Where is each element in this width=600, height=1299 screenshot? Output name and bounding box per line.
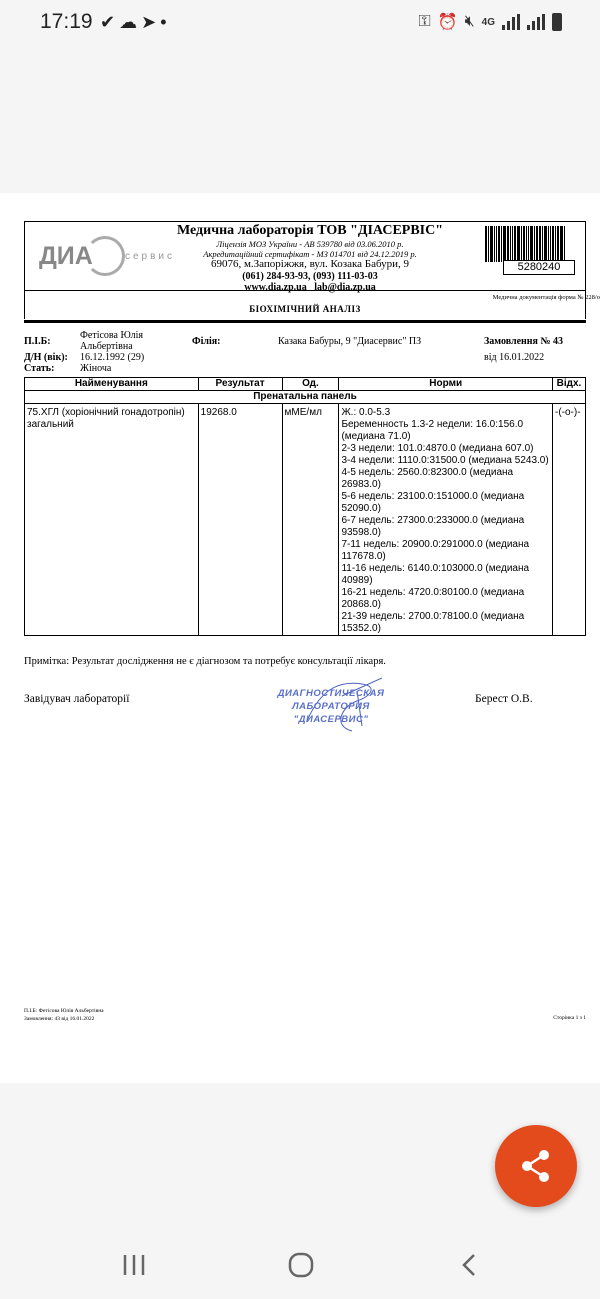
send-icon: ➤ bbox=[141, 12, 161, 32]
barcode-bar bbox=[521, 226, 522, 262]
norm-line: 4-5 недель: 2560.0:82300.0 (медиана 26983.0) bbox=[341, 467, 514, 490]
order-label: Замовлення № 43 bbox=[484, 336, 564, 347]
barcode-bar bbox=[544, 226, 547, 262]
alarm-icon: ⏰ bbox=[437, 14, 458, 31]
lab-phones: (061) 284-93-93, (093) 111-03-03 bbox=[242, 271, 378, 282]
head-label: Завідувач лабораторії bbox=[24, 693, 130, 705]
lab-header bbox=[24, 221, 586, 291]
analysis-title: БІОХІМІЧНИЙ АНАЛІЗ bbox=[249, 304, 361, 314]
barcode-bar bbox=[550, 226, 551, 262]
status-time: 17:19 bbox=[40, 10, 93, 33]
stamp-line-3: "ДИАСЕРВИС" bbox=[293, 714, 369, 725]
test-result: 19268.0 bbox=[198, 404, 282, 636]
sex-label: Стать: bbox=[24, 363, 55, 374]
norm-line: 7-11 недель: 20900.0:291000.0 (медиана 117678.0) bbox=[341, 539, 530, 562]
header-result: Результат bbox=[198, 378, 282, 391]
patient-name-line1: Фетісова Юлія bbox=[80, 330, 143, 341]
branch-label: Філія: bbox=[192, 336, 221, 347]
barcode-bar bbox=[536, 226, 538, 262]
dot-icon: • bbox=[160, 12, 171, 32]
mute-icon: 🔇︎ bbox=[464, 13, 475, 30]
norm-line: Беременность 1.3-2 недели: 16.0:156.0 (медиана 71.0) bbox=[341, 419, 524, 442]
barcode-bar bbox=[534, 226, 535, 262]
logo-ring-icon bbox=[85, 236, 125, 276]
status-bar bbox=[0, 0, 600, 46]
dob-label: Д/Н (вік): bbox=[24, 352, 68, 363]
norm-line: 5-6 недель: 23100.0:151000.0 (медиана 52090.0) bbox=[341, 491, 525, 514]
barcode-bar bbox=[564, 226, 565, 262]
back-button[interactable] bbox=[450, 1250, 490, 1280]
head-name: Берест О.В. bbox=[475, 693, 533, 705]
norm-line: 3-4 недели: 1110.0:31500.0 (медиана 5243.0) bbox=[341, 455, 549, 466]
norm-line: 2-3 недели: 101.0:4870.0 (медиана 607.0) bbox=[341, 443, 534, 454]
barcode-bar bbox=[503, 226, 506, 262]
barcode-bar bbox=[494, 226, 495, 262]
footer-order: Замовлення: 43 від 16.01.2022 bbox=[24, 1016, 95, 1022]
header-deviation: Відх. bbox=[552, 378, 585, 391]
header-name: Найменування bbox=[25, 378, 199, 391]
form-note: Медична документація форма № 228/о bbox=[492, 294, 600, 301]
lab-email: lab@dia.zp.ua bbox=[314, 282, 376, 293]
share-button[interactable] bbox=[495, 1125, 577, 1207]
lab-license: Ліцензія МОЗ України - АВ 539780 від 03.06.2010 р. bbox=[216, 239, 404, 249]
network-type: 4G bbox=[481, 16, 495, 28]
signal-icon bbox=[502, 14, 520, 30]
barcode-bar bbox=[496, 226, 497, 262]
norm-line: 6-7 недель: 27300.0:233000.0 (медиана 93598.0) bbox=[341, 515, 525, 538]
header-unit: Од. bbox=[282, 378, 339, 391]
signal-icon-2 bbox=[527, 14, 545, 30]
barcode-bar bbox=[517, 226, 520, 262]
navigation-bar bbox=[0, 1230, 600, 1299]
patient-branch: Казака Бабуры, 9 "Диасервис" ПЗ bbox=[278, 336, 422, 347]
lab-stamp bbox=[272, 676, 390, 746]
name-label: П.І.Б: bbox=[24, 336, 51, 347]
barcode-bar bbox=[552, 226, 554, 262]
logo-sub: сервис bbox=[125, 251, 176, 262]
barcode-bar bbox=[501, 226, 502, 262]
patient-name-line2: Альбертівна bbox=[80, 341, 133, 352]
patient-info bbox=[24, 328, 586, 378]
footer-patient: П.І.Б: Фетісова Юлія Альбертівна bbox=[24, 1008, 104, 1014]
barcode-bar bbox=[548, 226, 549, 262]
system-icons bbox=[418, 12, 562, 32]
download-done-icon: ✔ bbox=[100, 12, 120, 32]
norm-line: 11-16 недель: 6140.0:103000.0 (медиана 40989) bbox=[341, 563, 530, 586]
barcode-bar bbox=[490, 226, 493, 262]
barcode-bar bbox=[512, 226, 513, 262]
lab-address: 69076, м.Запоріжжя, вул. Козака Бабури, 9 bbox=[210, 258, 410, 270]
patient-dob: 16.12.1992 (29) bbox=[80, 352, 145, 363]
footer-page: Сторінка 1 з 1 bbox=[553, 1015, 586, 1021]
barcode-bar bbox=[528, 226, 529, 262]
table-row bbox=[25, 404, 586, 636]
test-norms bbox=[339, 404, 553, 636]
test-unit: мМЕ/мл bbox=[282, 404, 339, 636]
norm-line: Ж.: 0.0-5.3 bbox=[341, 407, 391, 418]
panel-title: Пренатальна панель bbox=[25, 391, 586, 404]
barcode-bar bbox=[485, 226, 487, 262]
test-name: 75.ХГЛ (хоріонічний гонадотропін) загальний bbox=[25, 404, 199, 636]
barcode-bar bbox=[560, 226, 563, 262]
table-header-row bbox=[25, 378, 586, 391]
barcode-bar bbox=[510, 226, 511, 262]
barcode-bar bbox=[526, 226, 527, 262]
barcode-bar bbox=[530, 226, 533, 262]
barcode-bar bbox=[542, 226, 543, 262]
patient-sex: Жіноча bbox=[80, 363, 112, 374]
dia-logo bbox=[39, 232, 179, 280]
share-icon bbox=[495, 1125, 577, 1207]
stamp-line-2: ЛАБОРАТОРИЯ bbox=[292, 701, 370, 712]
disclaimer-note: Примітка: Результат дослідження не є діагнозом та потребує консультації лікаря. bbox=[24, 656, 386, 667]
order-date: від 16.01.2022 bbox=[484, 352, 545, 363]
norm-line: 21-39 недель: 2700.0:78100.0 (медиана 15352.0) bbox=[341, 611, 525, 634]
barcode-bar bbox=[498, 226, 500, 262]
key-icon: ⚿ bbox=[418, 13, 431, 30]
panel-row bbox=[25, 391, 586, 404]
analysis-header bbox=[24, 291, 586, 319]
notification-icons bbox=[100, 12, 171, 33]
recent-apps-button[interactable] bbox=[114, 1250, 154, 1280]
barcode-bar bbox=[514, 226, 516, 262]
header-norms: Норми bbox=[339, 378, 553, 391]
barcode-bar bbox=[557, 226, 559, 262]
stamp-line-1: ДИАГНОСТИЧЕСКАЯ bbox=[277, 688, 385, 699]
home-button[interactable] bbox=[281, 1250, 321, 1280]
footer-left bbox=[24, 1007, 104, 1023]
norm-line: 16-21 недель: 4720.0:80100.0 (медиана 20868.0) bbox=[341, 587, 525, 610]
battery-icon bbox=[552, 13, 562, 31]
barcode-bar bbox=[523, 226, 525, 262]
cloud-icon: ☁ bbox=[119, 12, 142, 32]
results-table bbox=[24, 377, 586, 636]
barcode-number: 5280240 bbox=[503, 260, 575, 275]
document-page[interactable] bbox=[0, 193, 600, 1083]
barcode-bar bbox=[539, 226, 541, 262]
barcode-bar bbox=[555, 226, 556, 262]
lab-accreditation: Акредитаційний сертифікат - МЗ 014701 від 24.12.2019 р. bbox=[203, 249, 417, 259]
lab-web: www.dia.zp.ua bbox=[244, 282, 307, 293]
barcode bbox=[485, 226, 581, 262]
header-rule bbox=[24, 320, 586, 323]
barcode-bar bbox=[507, 226, 509, 262]
test-deviation: -(-о-)- bbox=[552, 404, 585, 636]
lab-title: Медична лабораторія ТОВ "ДІАСЕРВІС" bbox=[176, 223, 444, 238]
logo-text: ДИА bbox=[39, 242, 93, 270]
barcode-bar bbox=[488, 226, 489, 262]
